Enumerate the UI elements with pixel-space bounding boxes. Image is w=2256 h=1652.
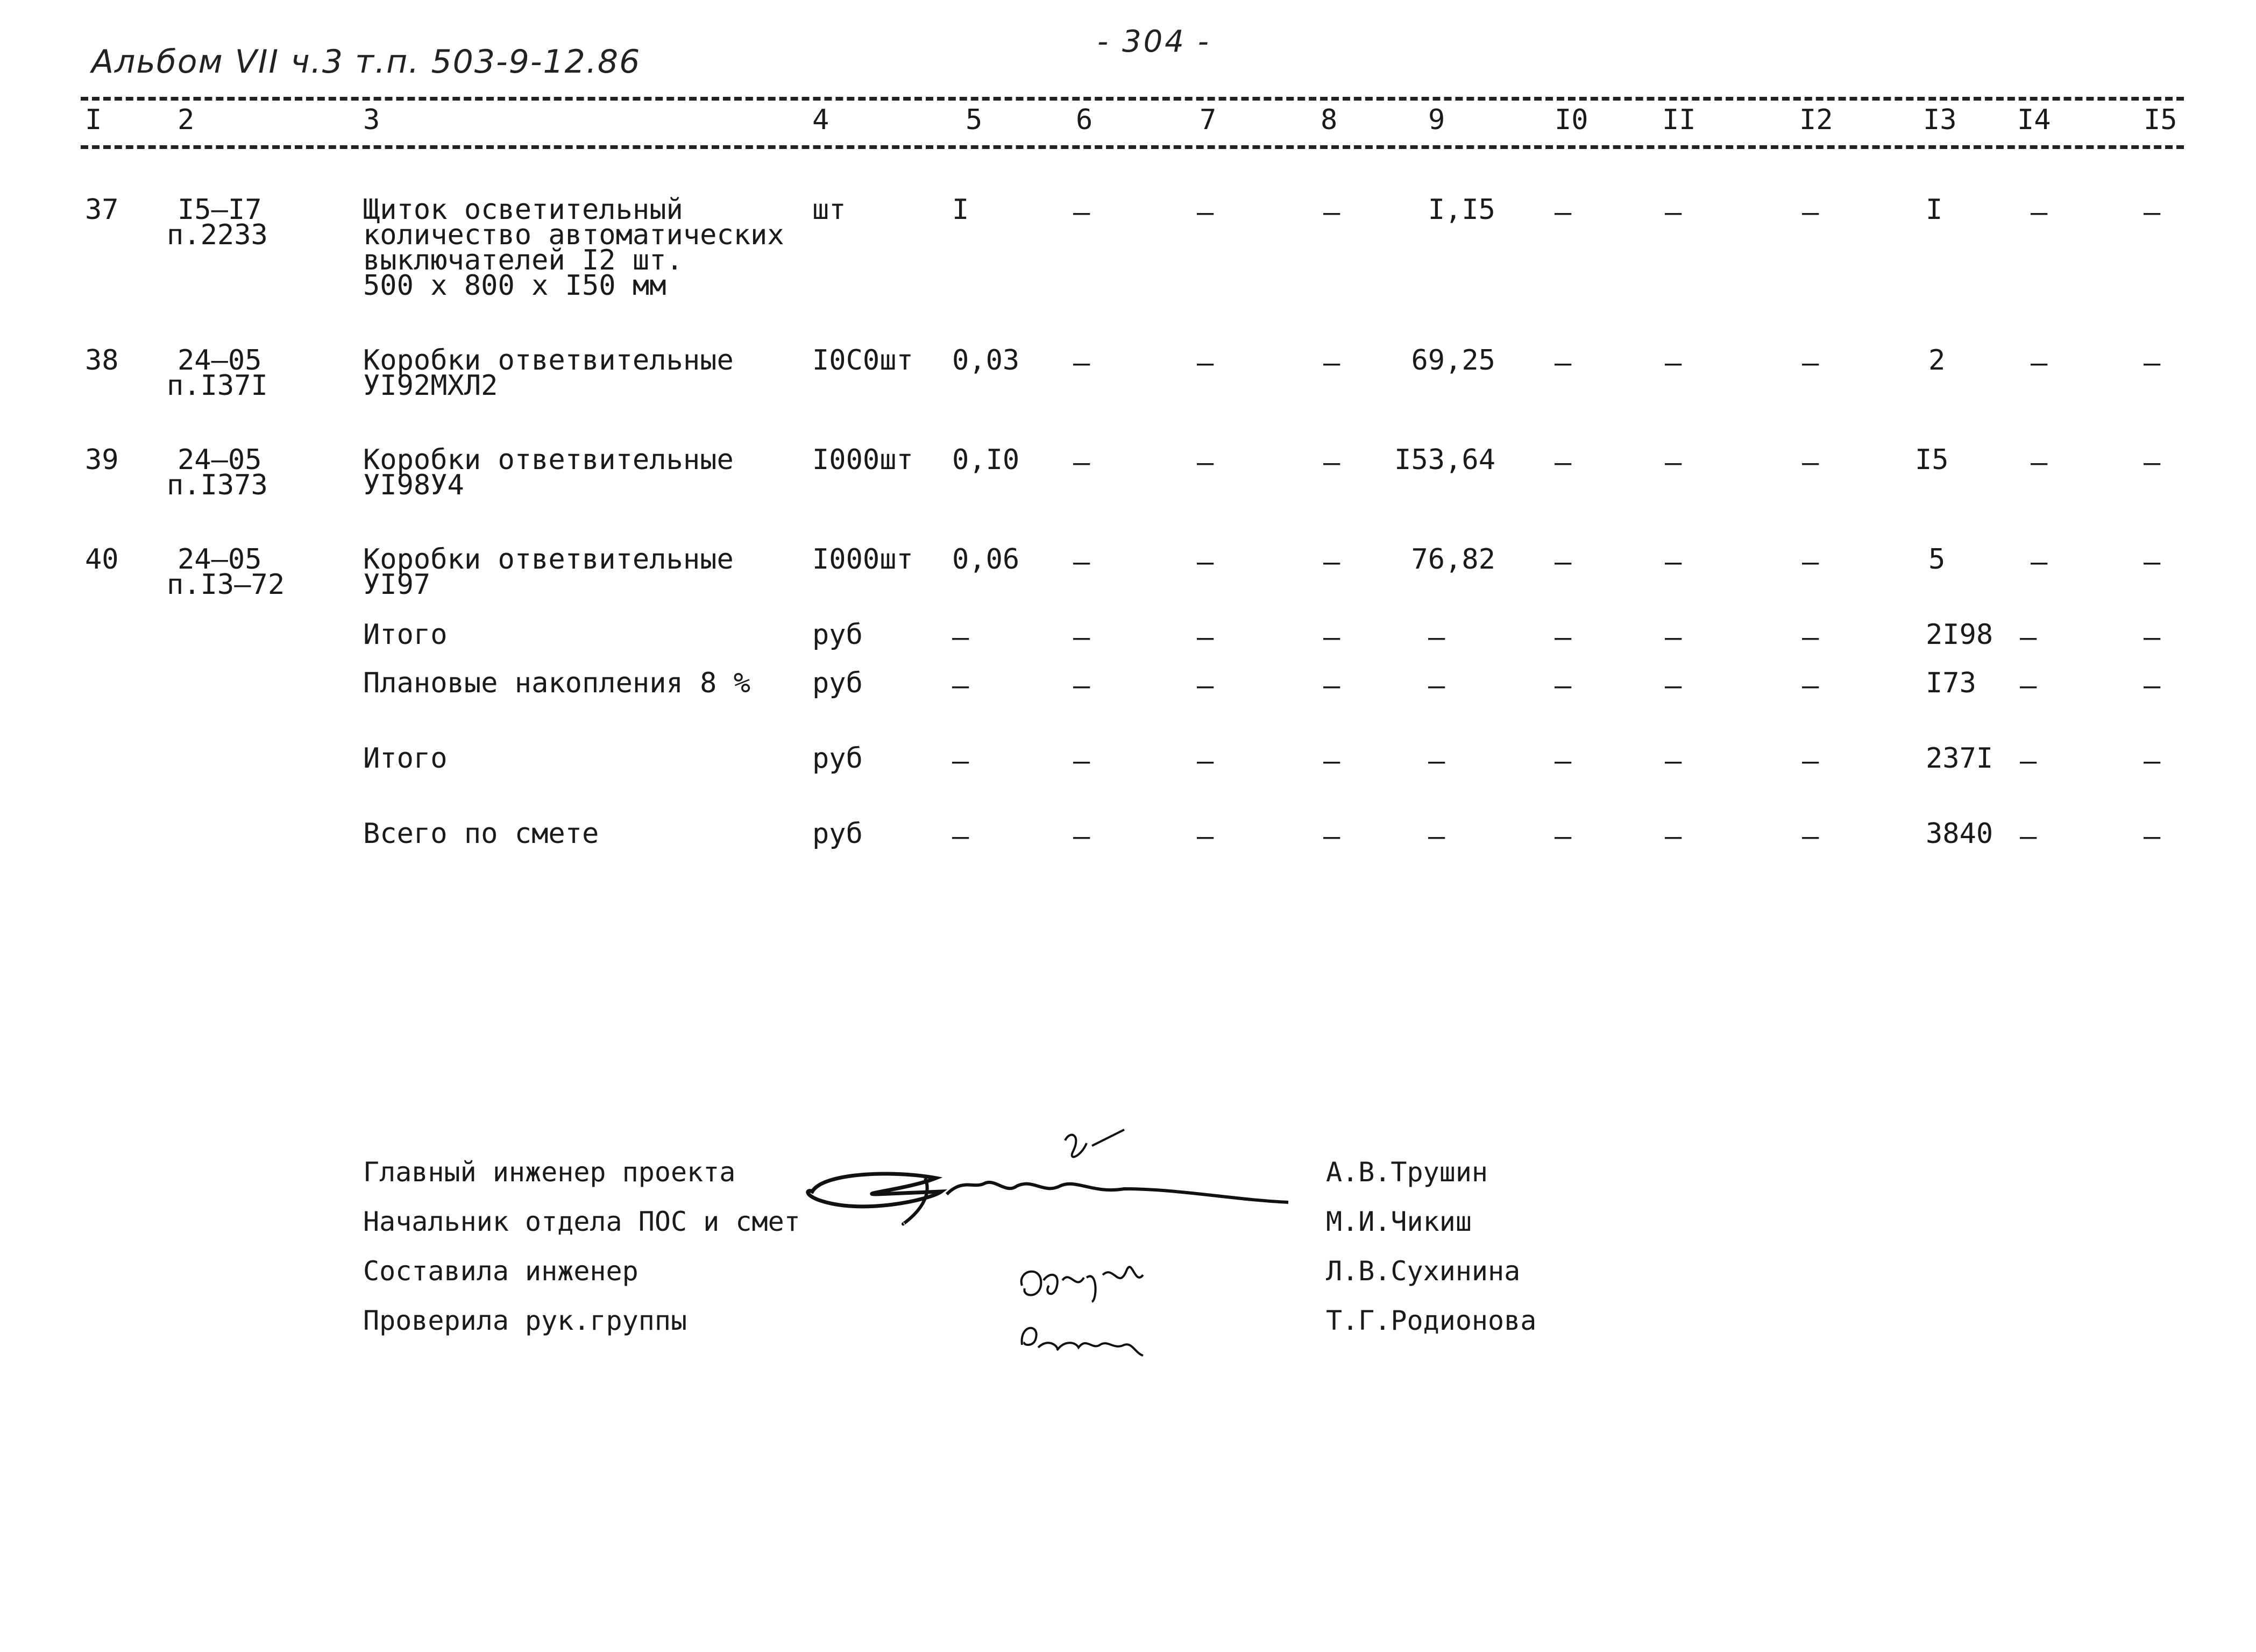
row-qty: I: [952, 194, 969, 226]
summary-dash: –: [1555, 820, 1572, 853]
summary-unit: руб: [812, 619, 863, 651]
row-col12: –: [1802, 546, 1819, 578]
summary-unit: руб: [812, 667, 863, 699]
row-col9: I,I5: [1428, 194, 1495, 226]
signatory-title: Главный инженер проекта: [363, 1157, 736, 1188]
row-col7: –: [1197, 347, 1214, 379]
row-name-line2: количество автоматических: [363, 219, 784, 251]
row-col10: –: [1555, 546, 1572, 578]
header-rule-top: [81, 97, 2184, 101]
col-header-1: I: [85, 104, 102, 136]
col-header-4: 4: [812, 104, 829, 136]
row-code-line1: 24–05: [178, 444, 262, 476]
row-col11: –: [1665, 546, 1682, 578]
row-col8: –: [1323, 446, 1340, 479]
col-header-3: 3: [363, 104, 380, 136]
row-col13: 2: [1928, 344, 1946, 377]
row-col14: –: [2031, 446, 2048, 479]
row-code-line2: п.I373: [167, 469, 268, 501]
row-code-line1: 24–05: [178, 344, 262, 377]
row-number: 39: [85, 444, 119, 476]
summary-dash: –: [1802, 670, 1819, 702]
summary-dash: –: [952, 820, 969, 853]
header-rule-bottom: [81, 145, 2184, 149]
summary-label: Всего по смете: [363, 818, 599, 850]
summary-dash: –: [2144, 745, 2161, 777]
row-col7: –: [1197, 546, 1214, 578]
summary-label: Итого: [363, 742, 448, 775]
summary-dash: –: [1665, 745, 1682, 777]
summary-dash: –: [1197, 820, 1214, 853]
summary-dash: –: [1665, 820, 1682, 853]
summary-dash: –: [1323, 820, 1340, 853]
signatory-title: Составила инженер: [363, 1256, 639, 1287]
row-col12: –: [1802, 446, 1819, 479]
row-number: 38: [85, 344, 119, 377]
row-col6: –: [1073, 196, 1090, 229]
row-number: 37: [85, 194, 119, 226]
summary-unit: руб: [812, 742, 863, 775]
col-header-9: 9: [1428, 104, 1445, 136]
row-col10: –: [1555, 196, 1572, 229]
row-col9: 76,82: [1411, 543, 1495, 576]
summary-dash: –: [1323, 621, 1340, 654]
col-header-6: 6: [1076, 104, 1093, 136]
row-col14: –: [2031, 196, 2048, 229]
summary-dash: –: [1073, 621, 1090, 654]
summary-dash: –: [1428, 621, 1445, 654]
row-unit: I000шт: [812, 543, 913, 576]
row-col10: –: [1555, 446, 1572, 479]
col-header-2: 2: [178, 104, 195, 136]
summary-dash: –: [1073, 670, 1090, 702]
row-qty: 0,I0: [952, 444, 1020, 476]
summary-dash: –: [1802, 621, 1819, 654]
row-col9: 69,25: [1411, 344, 1495, 377]
summary-dash: –: [1323, 745, 1340, 777]
summary-dash: –: [2144, 670, 2161, 702]
row-name-line2: УI98У4: [363, 469, 464, 501]
summary-dash: –: [2144, 621, 2161, 654]
signatory-title: Начальник отдела ПОС и смет: [363, 1206, 800, 1237]
summary-label: Плановые накопления 8 %: [363, 667, 751, 699]
summary-dash: –: [1197, 621, 1214, 654]
summary-dash: –: [1555, 670, 1572, 702]
row-code-line2: п.I37I: [167, 370, 268, 402]
row-col11: –: [1665, 446, 1682, 479]
row-col7: –: [1197, 196, 1214, 229]
row-col14: –: [2031, 546, 2048, 578]
summary-dash: –: [1197, 670, 1214, 702]
summary-dash: –: [1665, 621, 1682, 654]
row-col12: –: [1802, 196, 1819, 229]
row-code-line1: I5–I7: [178, 194, 262, 226]
col-header-14: I4: [2017, 104, 2051, 136]
row-code-line2: п.I3–72: [167, 569, 285, 601]
summary-dash: –: [1073, 745, 1090, 777]
row-col6: –: [1073, 446, 1090, 479]
album-reference: Альбом VII ч.3 т.п. 503-9-12.86: [91, 43, 641, 81]
summary-dash: –: [1802, 745, 1819, 777]
row-col15: –: [2144, 546, 2161, 578]
summary-dash: –: [1073, 820, 1090, 853]
summary-dash: –: [1555, 745, 1572, 777]
row-name-line2: УI97: [363, 569, 431, 601]
summary-dash: –: [1197, 745, 1214, 777]
col-header-15: I5: [2144, 104, 2177, 136]
page-number: - 304 -: [1097, 24, 1211, 59]
row-col13: I5: [1915, 444, 1949, 476]
row-col8: –: [1323, 347, 1340, 379]
row-col8: –: [1323, 196, 1340, 229]
handwritten-initials: [1011, 1248, 1205, 1372]
row-unit: шт: [812, 194, 846, 226]
row-col7: –: [1197, 446, 1214, 479]
summary-dash: –: [1802, 820, 1819, 853]
row-col13: 5: [1928, 543, 1946, 576]
row-col11: –: [1665, 347, 1682, 379]
summary-label: Итого: [363, 619, 448, 651]
row-qty: 0,03: [952, 344, 1020, 377]
row-code-line2: п.2233: [167, 219, 268, 251]
summary-dash: –: [1323, 670, 1340, 702]
signatory-name: А.В.Трушин: [1326, 1157, 1488, 1188]
summary-dash: –: [1428, 745, 1445, 777]
summary-value: I73: [1926, 667, 1976, 699]
row-col12: –: [1802, 347, 1819, 379]
summary-dash: –: [952, 621, 969, 654]
summary-value: 3840: [1926, 818, 1993, 850]
col-header-5: 5: [966, 104, 983, 136]
summary-dash: –: [2020, 670, 2037, 702]
row-name-line1: Коробки ответвительные: [363, 444, 734, 476]
row-col15: –: [2144, 196, 2161, 229]
row-unit: I0С0шт: [812, 344, 913, 377]
row-unit: I000шт: [812, 444, 913, 476]
row-name-line1: Коробки ответвительные: [363, 543, 734, 576]
row-col11: –: [1665, 196, 1682, 229]
summary-dash: –: [2020, 820, 2037, 853]
col-header-12: I2: [1799, 104, 1833, 136]
summary-dash: –: [1555, 621, 1572, 654]
row-name-line2: УI92МХЛ2: [363, 370, 498, 402]
summary-value: 2I98: [1926, 619, 1993, 651]
row-name-line4: 500 х 800 х I50 мм: [363, 270, 666, 302]
summary-unit: руб: [812, 818, 863, 850]
row-name-line1: Щиток осветительный: [363, 194, 683, 226]
row-col15: –: [2144, 347, 2161, 379]
summary-dash: –: [1665, 670, 1682, 702]
summary-value: 237I: [1926, 742, 1993, 775]
col-header-7: 7: [1200, 104, 1217, 136]
row-col15: –: [2144, 446, 2161, 479]
summary-dash: –: [2020, 745, 2037, 777]
row-code-line1: 24–05: [178, 543, 262, 576]
row-qty: 0,06: [952, 543, 1020, 576]
row-name-line3: выключателей I2 шт.: [363, 244, 683, 276]
summary-dash: –: [2144, 820, 2161, 853]
col-header-13: I3: [1923, 104, 1957, 136]
row-col6: –: [1073, 546, 1090, 578]
row-col14: –: [2031, 347, 2048, 379]
col-header-11: II: [1662, 104, 1696, 136]
signatory-title: Проверила рук.группы: [363, 1305, 687, 1336]
signatory-name: Т.Г.Родионова: [1326, 1305, 1537, 1336]
row-number: 40: [85, 543, 119, 576]
summary-dash: –: [1428, 820, 1445, 853]
summary-dash: –: [2020, 621, 2037, 654]
row-name-line1: Коробки ответвительные: [363, 344, 734, 377]
handwritten-signature: [801, 1119, 1296, 1243]
summary-dash: –: [952, 745, 969, 777]
row-col13: I: [1926, 194, 1943, 226]
row-col9: I53,64: [1394, 444, 1495, 476]
col-header-8: 8: [1321, 104, 1338, 136]
col-header-10: I0: [1555, 104, 1588, 136]
row-col10: –: [1555, 347, 1572, 379]
row-col6: –: [1073, 347, 1090, 379]
row-col8: –: [1323, 546, 1340, 578]
signatory-name: Л.В.Сухинина: [1326, 1256, 1521, 1287]
signatory-name: М.И.Чикиш: [1326, 1206, 1472, 1237]
summary-dash: –: [952, 670, 969, 702]
summary-dash: –: [1428, 670, 1445, 702]
